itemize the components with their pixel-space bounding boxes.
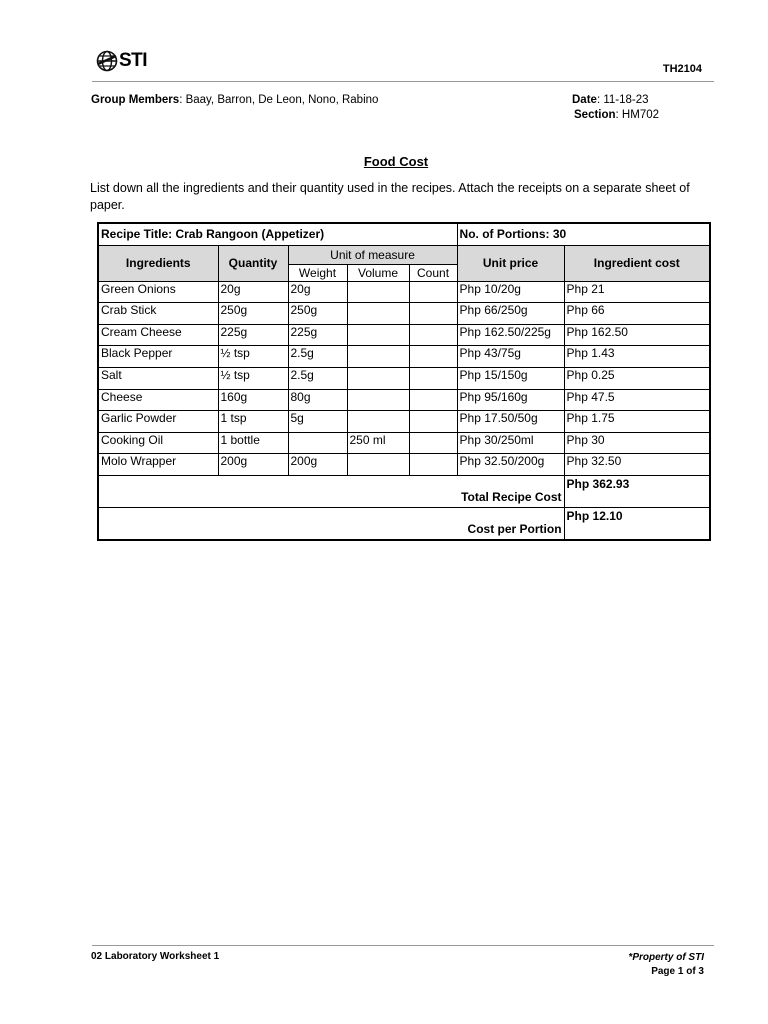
- header-divider: [92, 81, 714, 82]
- globe-icon: [96, 50, 118, 72]
- cell-cost: Php 47.5: [564, 389, 710, 411]
- cell-unit-price: Php 17.50/50g: [457, 411, 564, 433]
- total-value: Php 362.93: [564, 475, 710, 507]
- cell-count: [409, 389, 457, 411]
- header-quantity: Quantity: [218, 245, 288, 281]
- table-row: [98, 389, 710, 411]
- recipe-title: Recipe Title: Crab Rangoon (Appetizer): [98, 223, 457, 245]
- group-members-value: : Baay, Barron, De Leon, Nono, Rabino: [179, 94, 379, 106]
- cell-volume: [347, 281, 409, 303]
- cell-volume: [347, 367, 409, 389]
- logo-text: STI: [119, 50, 148, 71]
- cell-quantity: 160g: [218, 389, 288, 411]
- cell-volume: [347, 324, 409, 346]
- cell-count: [409, 367, 457, 389]
- cell-volume: 250 ml: [347, 432, 409, 454]
- header-unit-of-measure: Unit of measure: [288, 245, 457, 264]
- cell-cost: Php 32.50: [564, 454, 710, 476]
- cell-unit-price: Php 15/150g: [457, 367, 564, 389]
- cell-cost: Php 21: [564, 281, 710, 303]
- cell-quantity: 225g: [218, 324, 288, 346]
- cell-cost: Php 1.43: [564, 346, 710, 368]
- cell-volume: [347, 303, 409, 325]
- page-number: Page 1 of 3: [651, 966, 704, 977]
- header-unit-price: Unit price: [457, 245, 564, 281]
- cell-weight: 20g: [288, 281, 347, 303]
- cell-unit-price: Php 43/75g: [457, 346, 564, 368]
- cell-ingredient: Cream Cheese: [98, 324, 218, 346]
- header-count: Count: [409, 264, 457, 281]
- cell-quantity: 20g: [218, 281, 288, 303]
- cell-unit-price: Php 10/20g: [457, 281, 564, 303]
- cell-quantity: 200g: [218, 454, 288, 476]
- food-cost-table: [97, 222, 711, 541]
- cell-unit-price: Php 32.50/200g: [457, 454, 564, 476]
- recipe-header-row: [98, 223, 710, 245]
- cell-weight: 225g: [288, 324, 347, 346]
- header-ingredient-cost: Ingredient cost: [564, 245, 710, 281]
- table-row: [98, 346, 710, 368]
- cell-cost: Php 66: [564, 303, 710, 325]
- cell-ingredient: Salt: [98, 367, 218, 389]
- total-row: [98, 475, 710, 507]
- property-note: *Property of STI: [628, 952, 704, 963]
- per-portion-label: Cost per Portion: [98, 507, 564, 540]
- cell-weight: 250g: [288, 303, 347, 325]
- footer-divider: [92, 945, 714, 946]
- footer-info: [628, 951, 704, 979]
- cell-count: [409, 324, 457, 346]
- cell-count: [409, 411, 457, 433]
- cell-ingredient: Crab Stick: [98, 303, 218, 325]
- cell-weight: 2.5g: [288, 367, 347, 389]
- date-line: [572, 94, 649, 106]
- cell-unit-price: Php 30/250ml: [457, 432, 564, 454]
- cell-count: [409, 432, 457, 454]
- cell-weight: 2.5g: [288, 346, 347, 368]
- total-label: Total Recipe Cost: [98, 475, 564, 507]
- cell-quantity: 1 tsp: [218, 411, 288, 433]
- header-weight: Weight: [288, 264, 347, 281]
- cell-quantity: 1 bottle: [218, 432, 288, 454]
- section-label: Section: [574, 109, 616, 121]
- page-title: Food Cost: [363, 154, 429, 169]
- sti-logo: [96, 50, 147, 72]
- document-code: TH2104: [662, 63, 702, 75]
- cell-cost: Php 0.25: [564, 367, 710, 389]
- cell-weight: [288, 432, 347, 454]
- table-row: [98, 303, 710, 325]
- group-members: [91, 94, 378, 106]
- header-volume: Volume: [347, 264, 409, 281]
- cell-unit-price: Php 95/160g: [457, 389, 564, 411]
- cell-cost: Php 1.75: [564, 411, 710, 433]
- cell-weight: 5g: [288, 411, 347, 433]
- cell-weight: 80g: [288, 389, 347, 411]
- cell-volume: [347, 389, 409, 411]
- cell-unit-price: Php 66/250g: [457, 303, 564, 325]
- cell-count: [409, 454, 457, 476]
- cell-cost: Php 162.50: [564, 324, 710, 346]
- cell-ingredient: Green Onions: [98, 281, 218, 303]
- date-value: : 11-18-23: [596, 94, 649, 106]
- per-portion-row: [98, 507, 710, 540]
- cell-ingredient: Molo Wrapper: [98, 454, 218, 476]
- cell-ingredient: Garlic Powder: [98, 411, 218, 433]
- cell-count: [409, 281, 457, 303]
- table-row: [98, 281, 710, 303]
- cell-volume: [347, 454, 409, 476]
- date-label: Date: [572, 94, 597, 106]
- cell-weight: 200g: [288, 454, 347, 476]
- column-header-row: [98, 245, 710, 264]
- cell-unit-price: Php 162.50/225g: [457, 324, 564, 346]
- header-ingredients: Ingredients: [98, 245, 218, 281]
- cell-cost: Php 30: [564, 432, 710, 454]
- table-row: [98, 432, 710, 454]
- cell-ingredient: Black Pepper: [98, 346, 218, 368]
- cell-quantity: ½ tsp: [218, 367, 288, 389]
- group-members-label: Group Members: [91, 94, 180, 106]
- cell-count: [409, 303, 457, 325]
- table-row: [98, 324, 710, 346]
- section-line: [574, 109, 659, 121]
- table-row: [98, 411, 710, 433]
- cell-volume: [347, 346, 409, 368]
- portions: No. of Portions: 30: [457, 223, 710, 245]
- cell-volume: [347, 411, 409, 433]
- cell-quantity: ½ tsp: [218, 346, 288, 368]
- table-row: [98, 367, 710, 389]
- cell-quantity: 250g: [218, 303, 288, 325]
- cell-ingredient: Cooking Oil: [98, 432, 218, 454]
- per-portion-value: Php 12.10: [564, 507, 710, 540]
- table-row: [98, 454, 710, 476]
- section-value: : HM702: [615, 109, 660, 121]
- footer-title: 02 Laboratory Worksheet 1: [91, 951, 220, 962]
- cell-count: [409, 346, 457, 368]
- instructions: List down all the ingredients and their quantity used in the recipes. Attach the receipts on a separate sheet of paper.: [90, 181, 690, 212]
- cell-ingredient: Cheese: [98, 389, 218, 411]
